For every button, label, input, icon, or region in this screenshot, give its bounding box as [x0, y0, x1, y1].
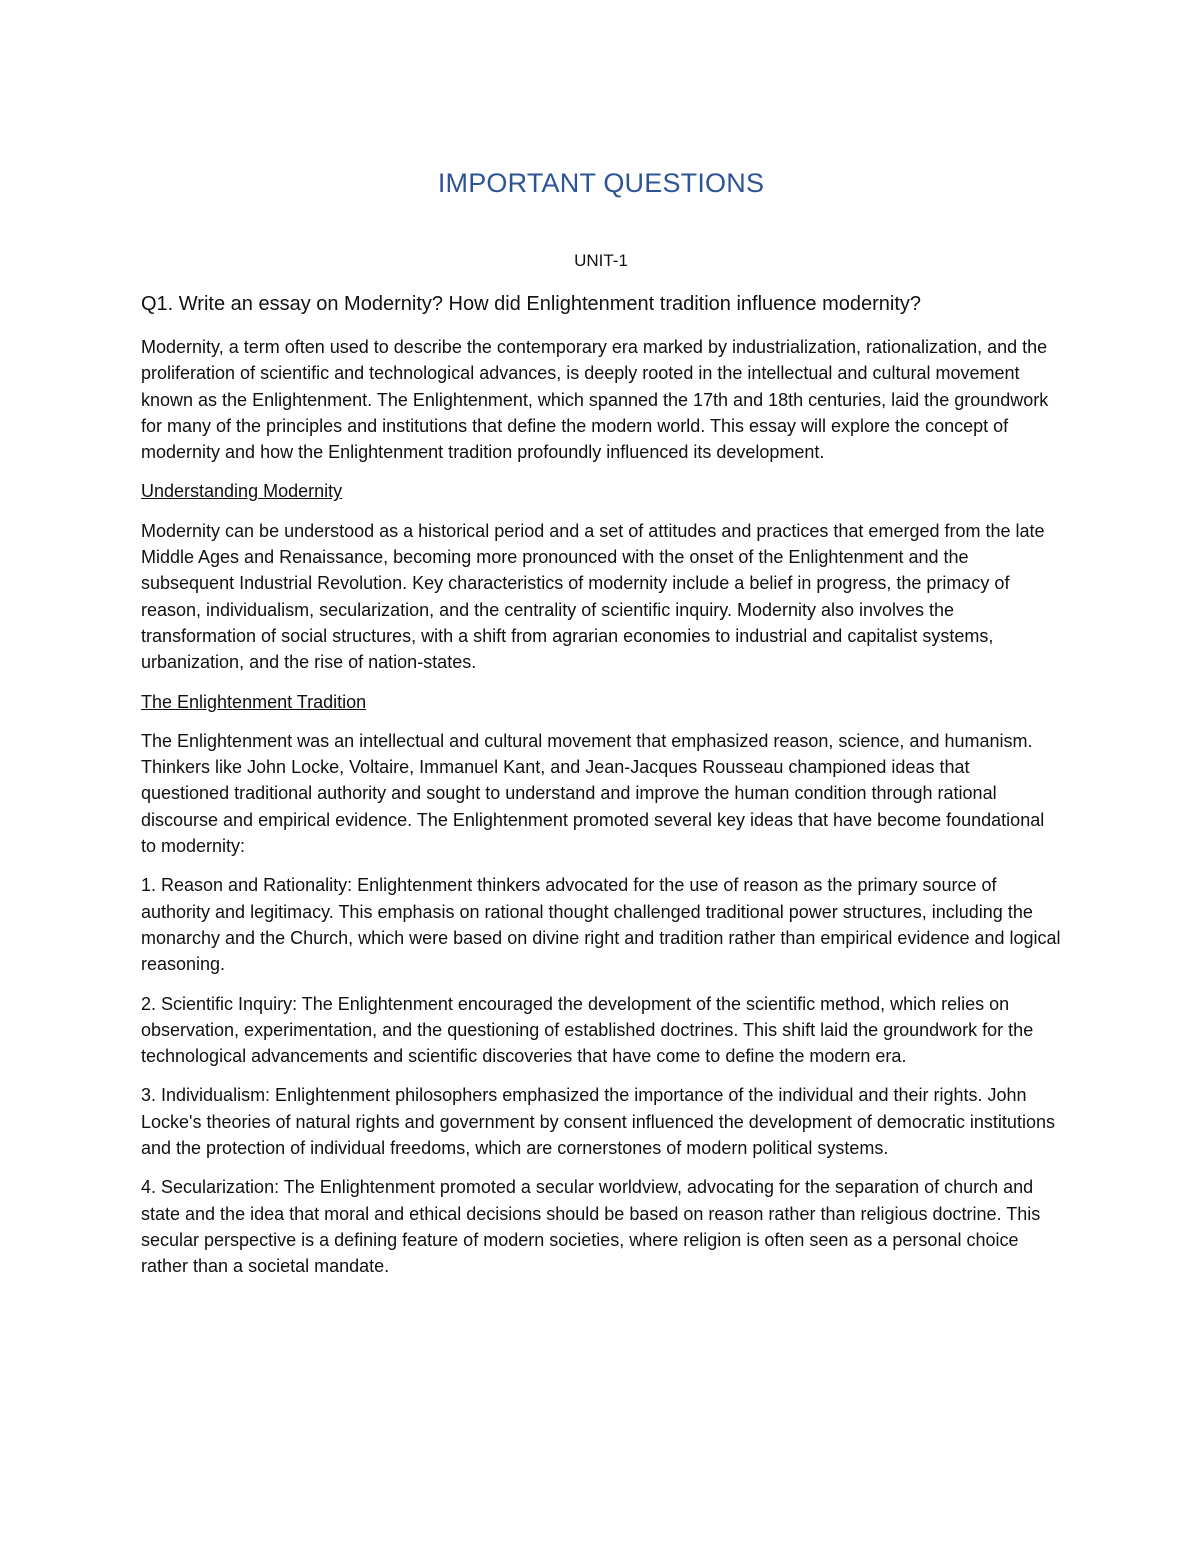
section-heading-enlightenment-tradition: The Enlightenment Tradition — [141, 691, 367, 712]
section-paragraph-enlightenment-tradition: The Enlightenment was an intellectual and cultural movement that emphasized reason, science, and humanism. Thinkers like John Locke, Voltaire, Immanuel Kant, and Jean-Jacques Rousseau championed ideas that questioned traditional authority and sought to understand and improve the human condition through rational discourse and empirical evidence. The Enlightenment promoted several key ideas that have become foundational to modernity: — [141, 730, 1045, 857]
essay-body — [141, 334, 1061, 1293]
intro-paragraph: Modernity, a term often used to describe the contemporary era marked by industrialization, rationalization, and the proliferation of scientific and technological advances, is deeply rooted in the intellectual and cultural movement known as the Enlightenment. The Enlightenment, which spanned the 17th and 18th centuries, laid the groundwork for many of the principles and institutions that define the modern world. This essay will explore the concept of modernity and how the Enlightenment tradition profoundly influenced its development. — [141, 337, 1049, 463]
page-title: IMPORTANT QUESTIONS — [437, 168, 765, 198]
point-scientific-inquiry: 2. Scientific Inquiry: The Enlightenment encouraged the development of the scientific method, which relies on observation, experimentation, and the questioning of established doctrines. This shift laid the groundwork for the technological advancements and scientific discoveries that have come to define the modern era. — [141, 993, 1034, 1067]
unit-label: UNIT-1 — [574, 251, 628, 270]
section-heading-understanding-modernity: Understanding Modernity — [141, 481, 343, 502]
point-reason-rationality: 1. Reason and Rationality: Enlightenment thinkers advocated for the use of reason as the primary source of authority and legitimacy. This emphasis on rational thought challenged traditional power structures, including the monarchy and the Church, which were based on divine right and tradition rather than empirical evidence and logical reasoning. — [141, 875, 1061, 975]
question-heading: Q1. Write an essay on Modernity? How did Enlightenment tradition influence modernity? — [141, 293, 922, 315]
point-individualism: 3. Individualism: Enlightenment philosophers emphasized the importance of the individual and their rights. John Locke's theories of natural rights and government by consent influenced the development of democratic institutions and the protection of individual freedoms, which are cornerstones of modern political systems. — [141, 1085, 1055, 1159]
section-paragraph-understanding-modernity: Modernity can be understood as a historical period and a set of attitudes and practices that emerged from the late Middle Ages and Renaissance, becoming more pronounced with the onset of the Enlightenment and the subsequent Industrial Revolution. Key characteristics of modernity include a belief in progress, the primacy of reason, individualism, secularization, and the centrality of scientific inquiry. Modernity also involves the transformation of social structures, with a shift from agrarian economies to industrial and capitalist systems, urbanization, and the rise of nation-states. — [141, 520, 1045, 673]
point-secularization: 4. Secularization: The Enlightenment promoted a secular worldview, advocating for the separation of church and state and the idea that moral and ethical decisions should be based on reason rather than religious doctrine. This secular perspective is a defining feature of modern societies, where religion is often seen as a personal choice rather than a societal mandate. — [141, 1177, 1041, 1277]
